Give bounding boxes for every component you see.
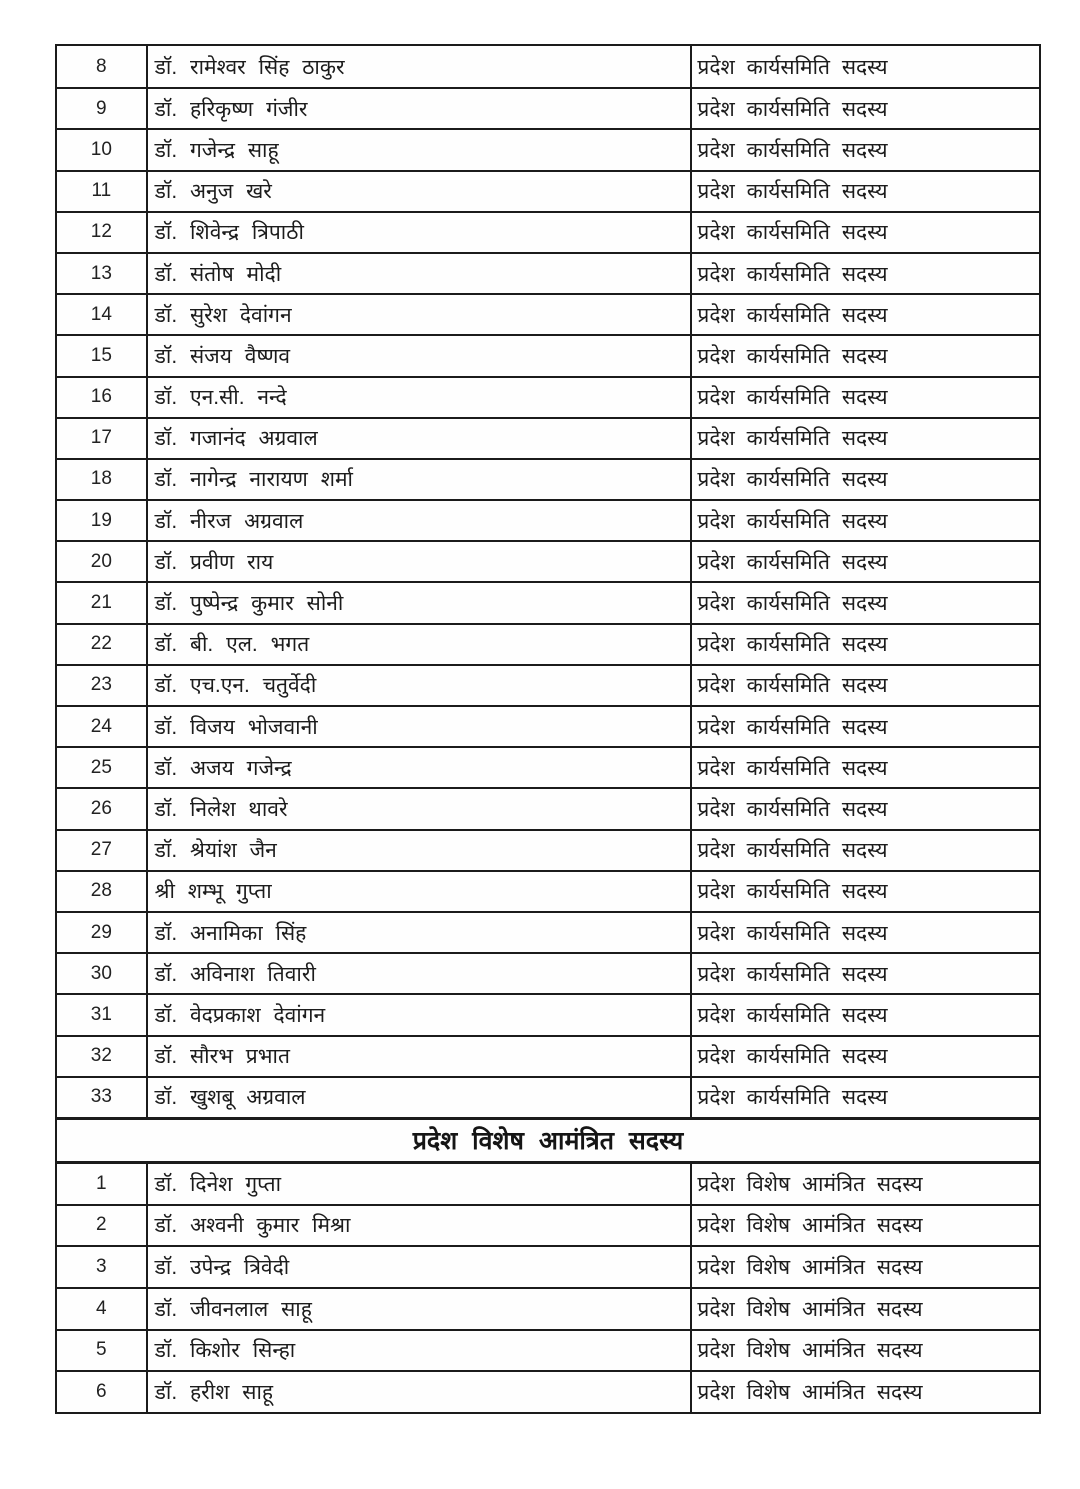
member-name-cell: डॉ. दिनेश गुप्ता [148, 1164, 693, 1204]
designation-cell: प्रदेश कार्यसमिति सदस्य [697, 921, 888, 945]
designation-cell: प्रदेश कार्यसमिति सदस्य [697, 509, 888, 533]
designation-cell: प्रदेश कार्यसमिति सदस्य [697, 386, 888, 410]
row-number-cell: 25 [57, 748, 148, 787]
row-number-cell: 19 [57, 501, 148, 540]
row-number-cell: 18 [57, 460, 148, 499]
row-number-cell: 14 [57, 295, 148, 334]
member-name-cell: डॉ. अनामिका सिंह [148, 913, 693, 952]
member-name-cell: डॉ. जीवनलाल साहू [148, 1289, 693, 1329]
designation-cell: प्रदेश कार्यसमिति सदस्य [697, 797, 888, 821]
table-row [57, 1035, 1039, 1076]
row-number-cell: 27 [57, 831, 148, 870]
designation-cell: प्रदेश कार्यसमिति सदस्य [697, 468, 888, 492]
member-name-cell: डॉ. गजानंद अग्रवाल [148, 419, 693, 458]
member-name-cell: डॉ. सुरेश देवांगन [148, 295, 693, 334]
table-row [57, 540, 1039, 581]
member-name-cell: श्री शम्भू गुप्ता [148, 872, 693, 911]
member-name-cell: डॉ. अविनाश तिवारी [148, 954, 693, 993]
table-row [57, 581, 1039, 622]
table-row [57, 376, 1039, 417]
row-number-cell: 30 [57, 954, 148, 993]
member-name-cell: डॉ. हरीश साहू [148, 1372, 693, 1412]
designation-cell: प्रदेश कार्यसमिति सदस्य [697, 633, 888, 657]
row-number-cell: 15 [57, 336, 148, 375]
designation-cell: प्रदेश कार्यसमिति सदस्य [697, 344, 888, 368]
member-name-cell: डॉ. किशोर सिन्हा [148, 1331, 693, 1371]
designation-cell: प्रदेश कार्यसमिति सदस्य [697, 180, 888, 204]
member-name-cell: डॉ. रामेश्वर सिंह ठाकुर [148, 46, 693, 87]
member-name-cell: डॉ. हरिकृष्ण गंजीर [148, 89, 693, 128]
member-name-cell: डॉ. खुशबू अग्रवाल [148, 1078, 693, 1117]
designation-cell: प्रदेश कार्यसमिति सदस्य [697, 221, 888, 245]
designation-cell: प्रदेश विशेष आमंत्रित सदस्य [697, 1381, 923, 1405]
row-number-cell: 29 [57, 913, 148, 952]
row-number-cell: 11 [57, 172, 148, 211]
row-number-cell: 5 [57, 1331, 148, 1371]
member-name-cell: डॉ. एन.सी. नन्दे [148, 378, 693, 417]
table-row [57, 211, 1039, 252]
table-row [57, 170, 1039, 211]
row-number-cell: 28 [57, 872, 148, 911]
table-row [57, 128, 1039, 169]
row-number-cell: 23 [57, 666, 148, 705]
table-row [57, 1162, 1039, 1204]
row-number-cell: 12 [57, 213, 148, 252]
table-row [57, 829, 1039, 870]
member-name-cell: डॉ. अजय गजेन्द्र [148, 748, 693, 787]
row-number-cell: 4 [57, 1289, 148, 1329]
designation-cell: प्रदेश कार्यसमिति सदस्य [697, 962, 888, 986]
member-name-cell: डॉ. विजय भोजवानी [148, 707, 693, 746]
row-number-cell: 33 [57, 1078, 148, 1117]
row-number-cell: 3 [57, 1247, 148, 1287]
designation-cell: प्रदेश कार्यसमिति सदस्य [697, 1045, 888, 1069]
designation-cell: प्रदेश कार्यसमिति सदस्य [697, 880, 888, 904]
table-row [57, 1204, 1039, 1246]
member-name-cell: डॉ. उपेन्द्र त्रिवेदी [148, 1247, 693, 1287]
table-row [57, 705, 1039, 746]
designation-cell: प्रदेश कार्यसमिति सदस्य [697, 592, 888, 616]
designation-cell: प्रदेश कार्यसमिति सदस्य [697, 97, 888, 121]
designation-cell: प्रदेश कार्यसमिति सदस्य [697, 303, 888, 327]
table-row [57, 458, 1039, 499]
member-name-cell: डॉ. अनुज खरे [148, 172, 693, 211]
member-name-cell: डॉ. संतोष मोदी [148, 254, 693, 293]
designation-cell: प्रदेश कार्यसमिति सदस्य [697, 1003, 888, 1027]
table-row [57, 499, 1039, 540]
member-name-cell: डॉ. नागेन्द्र नारायण शर्मा [148, 460, 693, 499]
designation-cell: प्रदेश विशेष आमंत्रित सदस्य [697, 1339, 923, 1363]
table-row [57, 46, 1039, 87]
row-number-cell: 2 [57, 1206, 148, 1246]
row-number-cell: 9 [57, 89, 148, 128]
row-number-cell: 31 [57, 995, 148, 1034]
row-number-cell: 8 [57, 46, 148, 87]
designation-cell: प्रदेश कार्यसमिति सदस्य [697, 138, 888, 162]
row-number-cell: 24 [57, 707, 148, 746]
designation-cell: प्रदेश विशेष आमंत्रित सदस्य [697, 1172, 923, 1196]
table-row [57, 1245, 1039, 1287]
table-row [57, 417, 1039, 458]
table-row [57, 993, 1039, 1034]
table-row [57, 911, 1039, 952]
member-name-cell: डॉ. पुष्पेन्द्र कुमार सोनी [148, 583, 693, 622]
section-header-row: प्रदेश विशेष आमंत्रित सदस्य [57, 1117, 1039, 1162]
designation-cell: प्रदेश कार्यसमिति सदस्य [697, 756, 888, 780]
row-number-cell: 6 [57, 1372, 148, 1412]
member-name-cell: डॉ. संजय वैष्णव [148, 336, 693, 375]
table-row [57, 623, 1039, 664]
row-number-cell: 26 [57, 789, 148, 828]
row-number-cell: 10 [57, 130, 148, 169]
member-name-cell: डॉ. सौरभ प्रभात [148, 1037, 693, 1076]
row-number-cell: 16 [57, 378, 148, 417]
table-row [57, 1329, 1039, 1371]
member-name-cell: डॉ. अश्वनी कुमार मिश्रा [148, 1206, 693, 1246]
row-number-cell: 20 [57, 542, 148, 581]
member-name-cell: डॉ. एच.एन. चतुर्वेदी [148, 666, 693, 705]
member-name-cell: डॉ. नीरज अग्रवाल [148, 501, 693, 540]
row-number-cell: 21 [57, 583, 148, 622]
row-number-cell: 17 [57, 419, 148, 458]
member-name-cell: डॉ. निलेश थावरे [148, 789, 693, 828]
table-row [57, 1287, 1039, 1329]
table-row [57, 746, 1039, 787]
table-row [57, 293, 1039, 334]
members-table [55, 44, 1041, 1414]
row-number-cell: 1 [57, 1164, 148, 1204]
table-row [57, 952, 1039, 993]
designation-cell: प्रदेश कार्यसमिति सदस्य [697, 1086, 888, 1110]
table-row [57, 252, 1039, 293]
member-name-cell: डॉ. श्रेयांश जैन [148, 831, 693, 870]
table-row [57, 870, 1039, 911]
designation-cell: प्रदेश कार्यसमिति सदस्य [697, 674, 888, 698]
member-name-cell: डॉ. वेदप्रकाश देवांगन [148, 995, 693, 1034]
designation-cell: प्रदेश विशेष आमंत्रित सदस्य [697, 1214, 923, 1238]
row-number-cell: 32 [57, 1037, 148, 1076]
designation-cell: प्रदेश कार्यसमिति सदस्य [697, 262, 888, 286]
table-row [57, 1370, 1039, 1412]
table-row [57, 1076, 1039, 1117]
designation-cell: प्रदेश कार्यसमिति सदस्य [697, 550, 888, 574]
member-name-cell: डॉ. प्रवीण राय [148, 542, 693, 581]
table-row [57, 787, 1039, 828]
designation-cell: प्रदेश विशेष आमंत्रित सदस्य [697, 1256, 923, 1280]
member-name-cell: डॉ. गजेन्द्र साहू [148, 130, 693, 169]
table-row [57, 87, 1039, 128]
designation-cell: प्रदेश कार्यसमिति सदस्य [697, 839, 888, 863]
row-number-cell: 22 [57, 625, 148, 664]
table-row [57, 334, 1039, 375]
designation-cell: प्रदेश कार्यसमिति सदस्य [697, 427, 888, 451]
designation-cell: प्रदेश कार्यसमिति सदस्य [697, 55, 888, 79]
row-number-cell: 13 [57, 254, 148, 293]
member-name-cell: डॉ. बी. एल. भगत [148, 625, 693, 664]
designation-cell: प्रदेश कार्यसमिति सदस्य [697, 715, 888, 739]
member-name-cell: डॉ. शिवेन्द्र त्रिपाठी [148, 213, 693, 252]
table-row [57, 664, 1039, 705]
designation-cell: प्रदेश विशेष आमंत्रित सदस्य [697, 1297, 923, 1321]
